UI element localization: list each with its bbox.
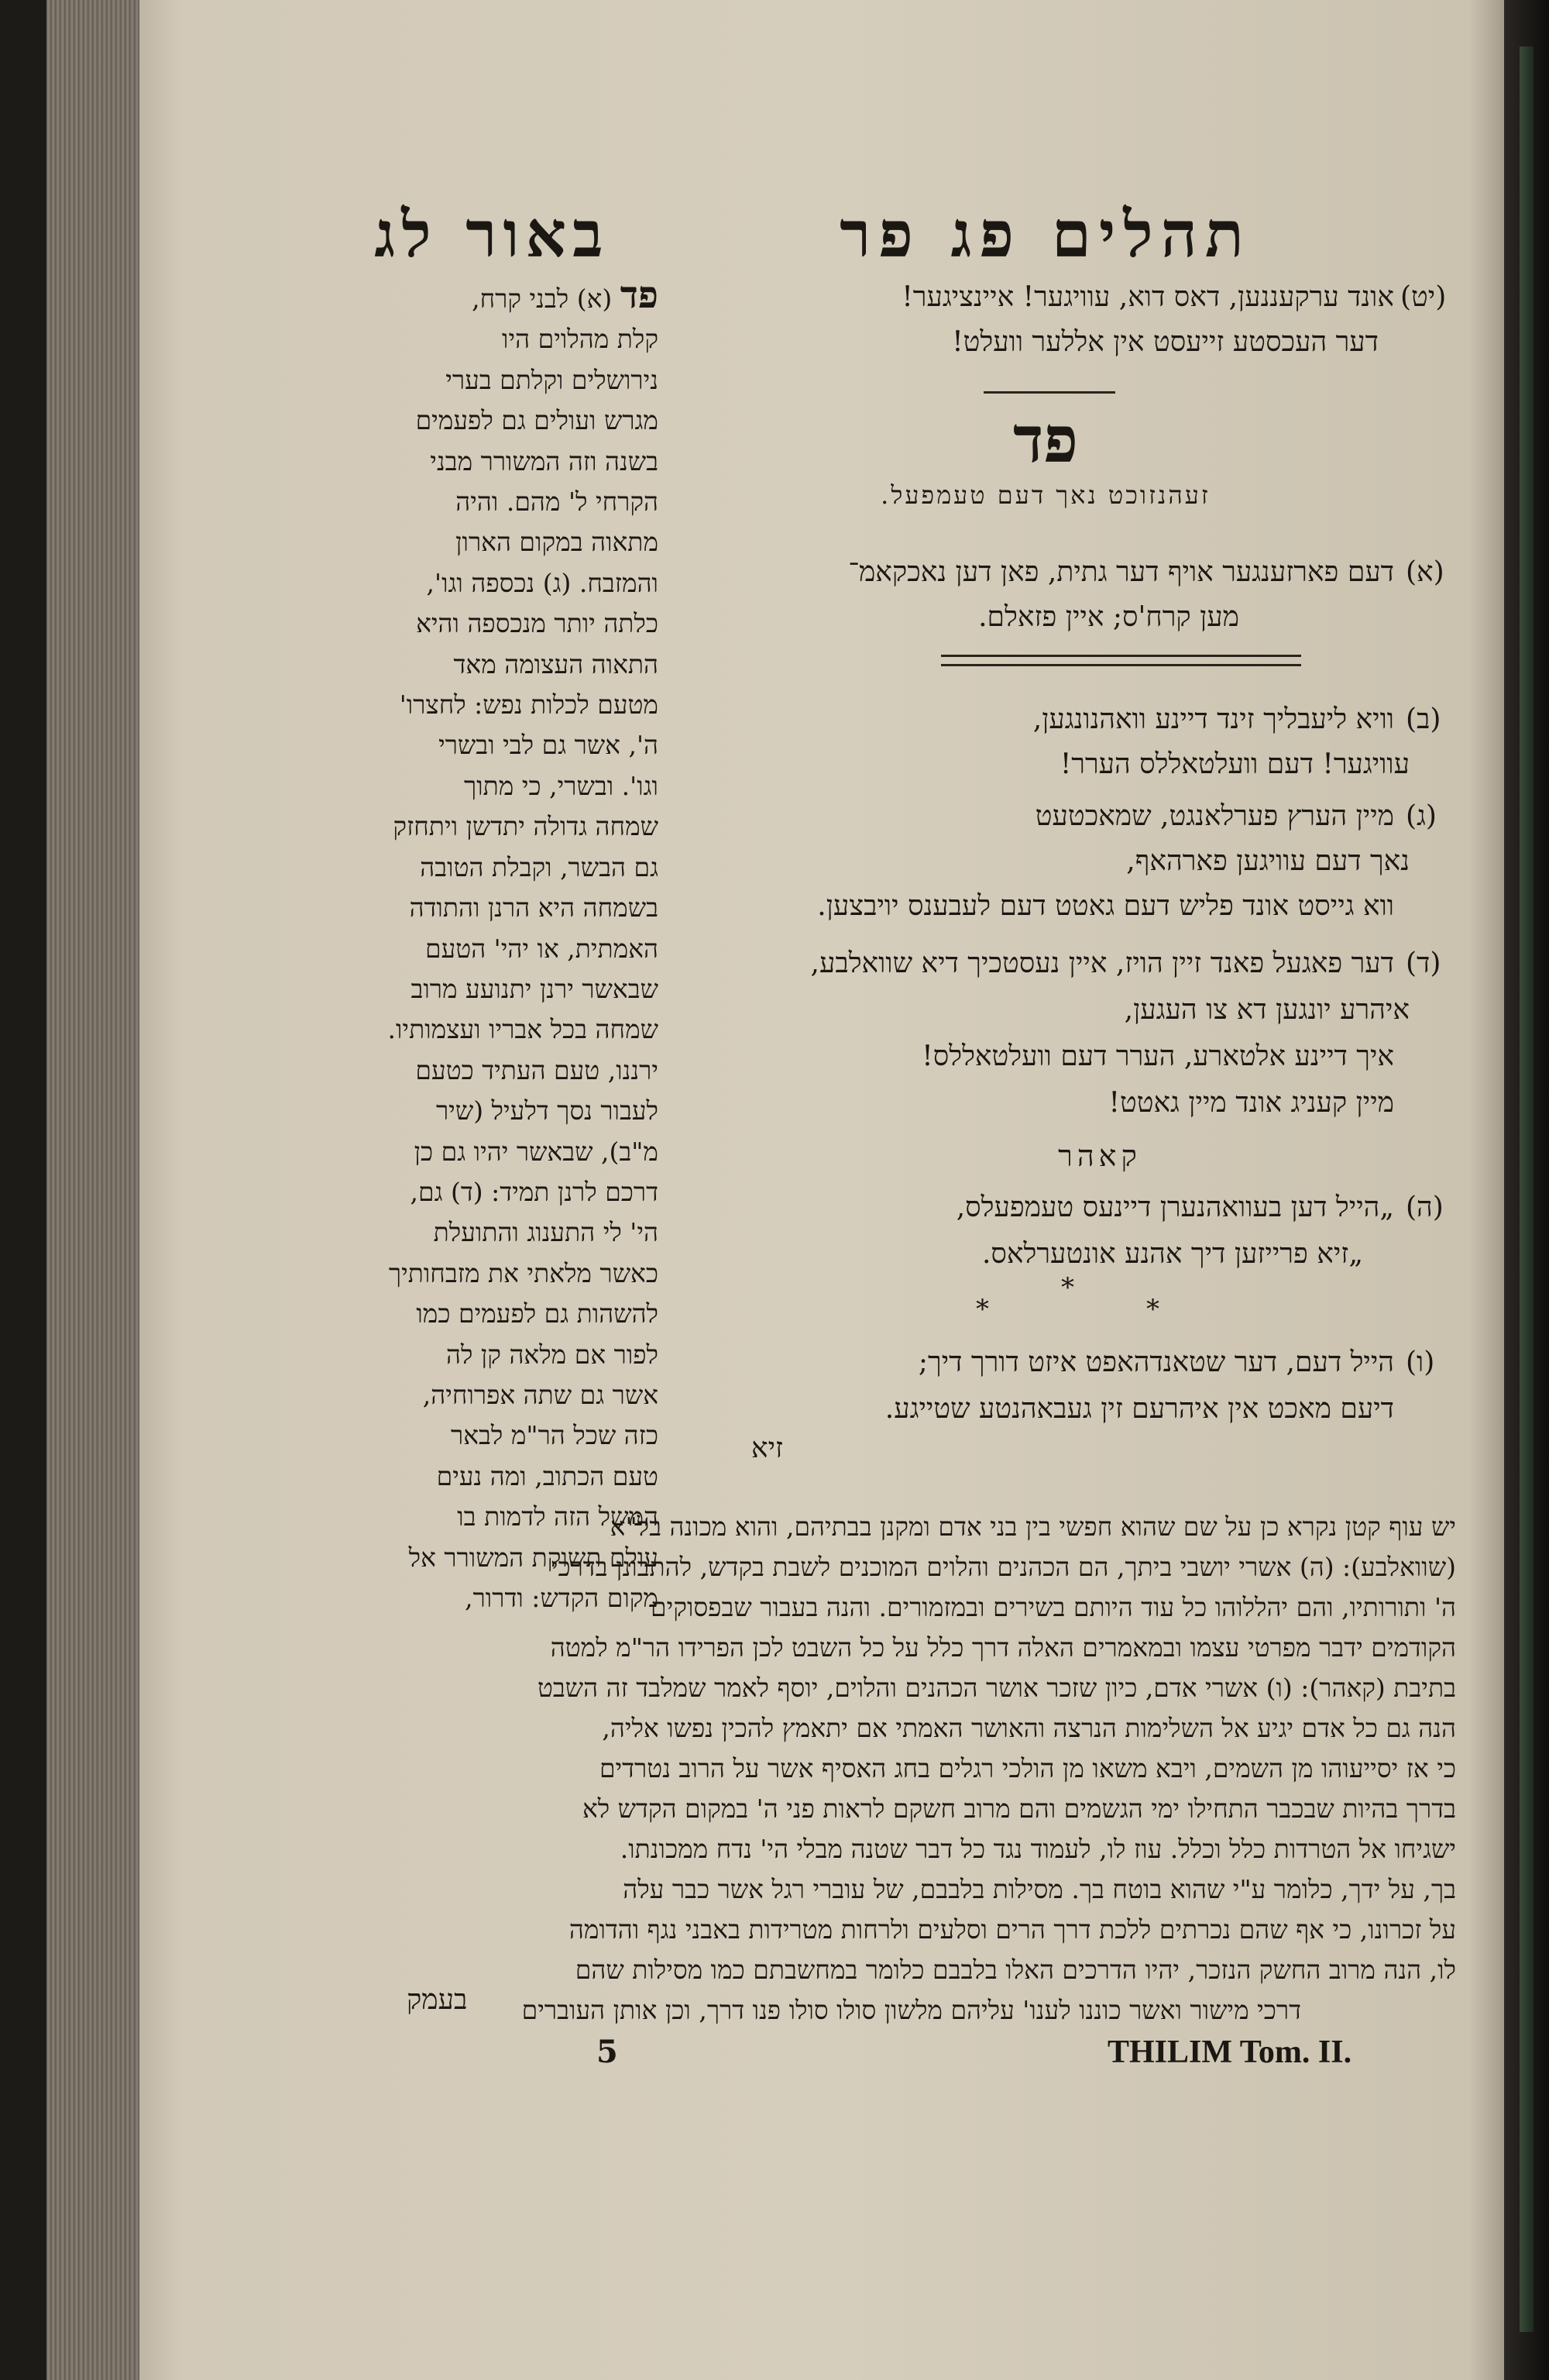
verse-line: דעם פארזענגער אויף דער גתית, פאן דען נאכקאמ־ [848, 556, 1394, 588]
chapter-number: פד [1012, 403, 1079, 477]
verse-number: (ו) [1406, 1346, 1435, 1378]
side-column-line: התאוה העצומה מאד [453, 648, 658, 679]
verse-number: (ב) [1406, 703, 1441, 735]
verse-number: (ג) [1406, 800, 1437, 832]
commentary-line: יש עוף קטן נקרא כן על שם שהוא חפשי בין בני אדם ומקנן בבתיהם, והוא מכונה בל"א [610, 1512, 1456, 1542]
commentary-line: בדרך בהיות שבכבר התחילו ימי הגשמים והם מרוב חשקם לראות פני ה' במקום הקדש לא [582, 1794, 1456, 1824]
commentary-line: לו, הנה מרוב החשק הנזכר, יהיו הדרכים האלו בלבבם כלומר במחשבתם כמו מסילות שהם [575, 1955, 1456, 1985]
page-number: 5 [596, 2034, 618, 2070]
running-header-title: תהלים פג פר [840, 198, 1252, 272]
verse-line: דער פאגעל פאנד זיין הויז, איין נעסטכיך דיא שוואלבע, [810, 948, 1394, 979]
verse-line: איך דיינע אלטארע, הערר דעם וועלטאללס! [922, 1040, 1394, 1072]
side-column-line: שבאשר ירנן יתנועע מרוב [410, 973, 658, 1004]
catchword: בעמק [407, 1984, 468, 2016]
side-column-line: שמחה גדולה יתדשן ויתחזק [393, 811, 658, 842]
verse-line: מיין הערץ פערלאנגט, שמאכטעט [1035, 800, 1394, 832]
verse-line: דיעם מאכט אין איהרעם זין געבאהנטע שטייגע. [884, 1393, 1394, 1425]
side-column-line: ה', אשר גם לבי ובשרי [438, 730, 658, 761]
verse-number: (א) [1406, 556, 1444, 588]
verse-line: מיין קעניג אונד מיין גאטט! [1108, 1087, 1394, 1119]
star-mark: * [1146, 1294, 1159, 1325]
commentary-line: ה' ותורותיו, והם יהללוהו כל עוד היותם בשירים ובמזמורים. והנה בעבור שבפסוקים [651, 1592, 1456, 1622]
side-column-line: עולם תשוקת המשורר אל [408, 1542, 658, 1573]
commentary-line: על זכרונו, כי אף שהם נכרתים ללכת דרך הרים וסלעים ולרחות מטרידות באבני נגף והדומה [568, 1914, 1456, 1945]
spine-binding [1520, 46, 1534, 2332]
carryover-word: זיא [751, 1432, 784, 1464]
side-column-line: שמחה בכל אבריו ועצמותיו. [387, 1014, 658, 1045]
side-column-line: כלתה יותר מנכספה והיא [416, 608, 658, 639]
verse-line: מען קרח'ס; איין פזאלם. [978, 601, 1239, 633]
side-column-line: קלת מהלוים היו [502, 324, 658, 355]
side-column-line: כאשר מלאתי את מזבחותיך [388, 1257, 658, 1288]
commentary-line: בתיבת (קאהר): (ו) אשרי אדם, כיון שזכר אושר הכהנים והלוים, יוסף לאמר שמלבד זה השבט [537, 1673, 1456, 1703]
side-column-lead: פד [620, 273, 658, 317]
double-divider-rule [941, 655, 1301, 666]
side-column-line: כזה שכל הר"מ לבאר [451, 1420, 658, 1451]
verse-line: דער העכסטע זייעסט אין אללער וועלט! [952, 326, 1379, 358]
side-column-line: בשמחה היא הרנן והתודה [409, 892, 658, 923]
commentary-line: דרכי מישור ואשר כוננו לענו' עליהם מלשון סולו סולו פנו דרך, וכן אותן העוברים [521, 1995, 1301, 2025]
verse-number: (יט) [1400, 281, 1447, 313]
side-column-line: מתאוה במקום הארון [455, 527, 658, 558]
star-mark: * [1061, 1272, 1074, 1303]
verse-number: (ד) [1406, 948, 1441, 979]
verse-line: וויא ליעבליך זינד דיינע וואהנונגען, [1032, 703, 1394, 735]
side-column-line: טעם הכתוב, ומה נעים [436, 1460, 658, 1491]
verse-line: ווא גייסט אונד פליש דעם גאטט דעם לעבענס יויבצען. [817, 890, 1394, 922]
commentary-line: בך, על ידך, כלומר ע"י שהוא בוטח בך. מסילות בלבבם, של עוברי רגל אשר כבר עלה [623, 1874, 1456, 1904]
side-column-line: גם הבשר, וקבלת הטובה [420, 851, 658, 882]
verse-line: איהרע יונגען דא צו העגען, [1124, 994, 1410, 1026]
side-column-line: האמתית, או יהי' הטעם [425, 933, 658, 964]
side-column-line: לפור אם מלאה קן לה [445, 1339, 658, 1370]
side-column-line: הי' לי התענוג והתועלת [433, 1217, 658, 1248]
side-column-line: מגרש ועולים גם לפעמים [415, 405, 658, 436]
side-column-line: (א) לבני קרח, [472, 284, 613, 314]
verse-line: נאך דעם עוויגען פארהאף, [1126, 845, 1410, 877]
side-column-line: אשר גם שתה אפרוחיה, [422, 1379, 658, 1410]
commentary-line: כי אז יסייעוהו מן השמים, ויבא משאו מן הולכי רגלים בחג האסיף אשר על הרוב נטרדים [599, 1753, 1456, 1783]
side-column-line: לעבור נסך דלעיל (שיר [435, 1095, 658, 1126]
verse-line: הייל דעם, דער שטאנדהאפט איזט דורך דיך; [918, 1346, 1394, 1378]
side-column-line: להשהות גם לפעמים כמו [416, 1298, 658, 1329]
side-commentary-column [314, 275, 658, 1618]
side-column-line: מטעם לכלות נפש: לחצרו' [399, 690, 658, 721]
chapter-subtitle: זעהנזוכט נאך דעם טעמפעל. [881, 480, 1211, 510]
verse-line: עוויגער! דעם וועלטאללס הערר! [1060, 748, 1410, 780]
commentary-line: (שוואלבע): (ה) אשרי יושבי ביתך, הם הכהנים והלוים המוכנים לשבת בקדש, להתבונן בדרכי [551, 1552, 1456, 1582]
side-column-line: בשנה וזה המשורר מבני [430, 445, 658, 476]
side-column-line: מ"ב), שבאשר יהיו גם כן [414, 1136, 658, 1167]
commentary-line: ישגיחו אל הטרדות כלל וכלל. עוז לו, לעמוד נגד כל דבר שטנה מבלי הי' נדח ממכונתו. [620, 1834, 1456, 1864]
bottom-commentary [325, 1507, 1456, 2031]
verse-line: אונד ערקעננען, דאס דוא, עוויגער! איינציגער! [902, 281, 1394, 313]
star-mark: * [976, 1294, 989, 1325]
side-column-line: המשל הזה לדמות בו [457, 1501, 658, 1532]
page-edge-stack [46, 0, 155, 2380]
commentary-line: הקודמים ידבר מפרטי עצמו ובמאמרים האלה דרך כלל על כל השבט לכן הפרידו הר"מ למטה [550, 1632, 1456, 1663]
verse-line: „זיא פרייזען דיך אהנע אונטערלאס. [981, 1238, 1363, 1270]
side-column-line: מקום הקדש: ודרור, [465, 1583, 658, 1613]
commentary-line: הנה גם כל אדם יגיע אל השלימות הנרצה והאושר האמתי אם יתאמץ להכין נפשו אליה, [602, 1713, 1456, 1743]
section-marker: קאהר [1058, 1139, 1142, 1173]
running-header-commentary: באור לג [374, 198, 610, 272]
side-column-line: ירננו, טעם העתיד כטעם [415, 1054, 658, 1085]
divider-rule [984, 391, 1115, 394]
verse-line: „הייל דען בעוואהנערן דיינעס טעמפעלס, [956, 1192, 1394, 1223]
side-column-line: הקרחי ל' מהם. והיה [455, 487, 658, 518]
side-column-line: וגו'. ובשרי, כי מתוך [464, 770, 658, 801]
side-column-line: דרכם לרנן תמיד: (ד) גם, [410, 1176, 658, 1207]
section-stars [960, 1272, 1208, 1325]
verse-number: (ה) [1406, 1192, 1444, 1223]
side-column-line: נירושלים וקלתם בערי [445, 364, 658, 395]
book-signature: THILIM Tom. II. [1108, 2034, 1352, 2070]
side-column-line: והמזבח. (ג) נכספה וגו', [426, 567, 658, 598]
